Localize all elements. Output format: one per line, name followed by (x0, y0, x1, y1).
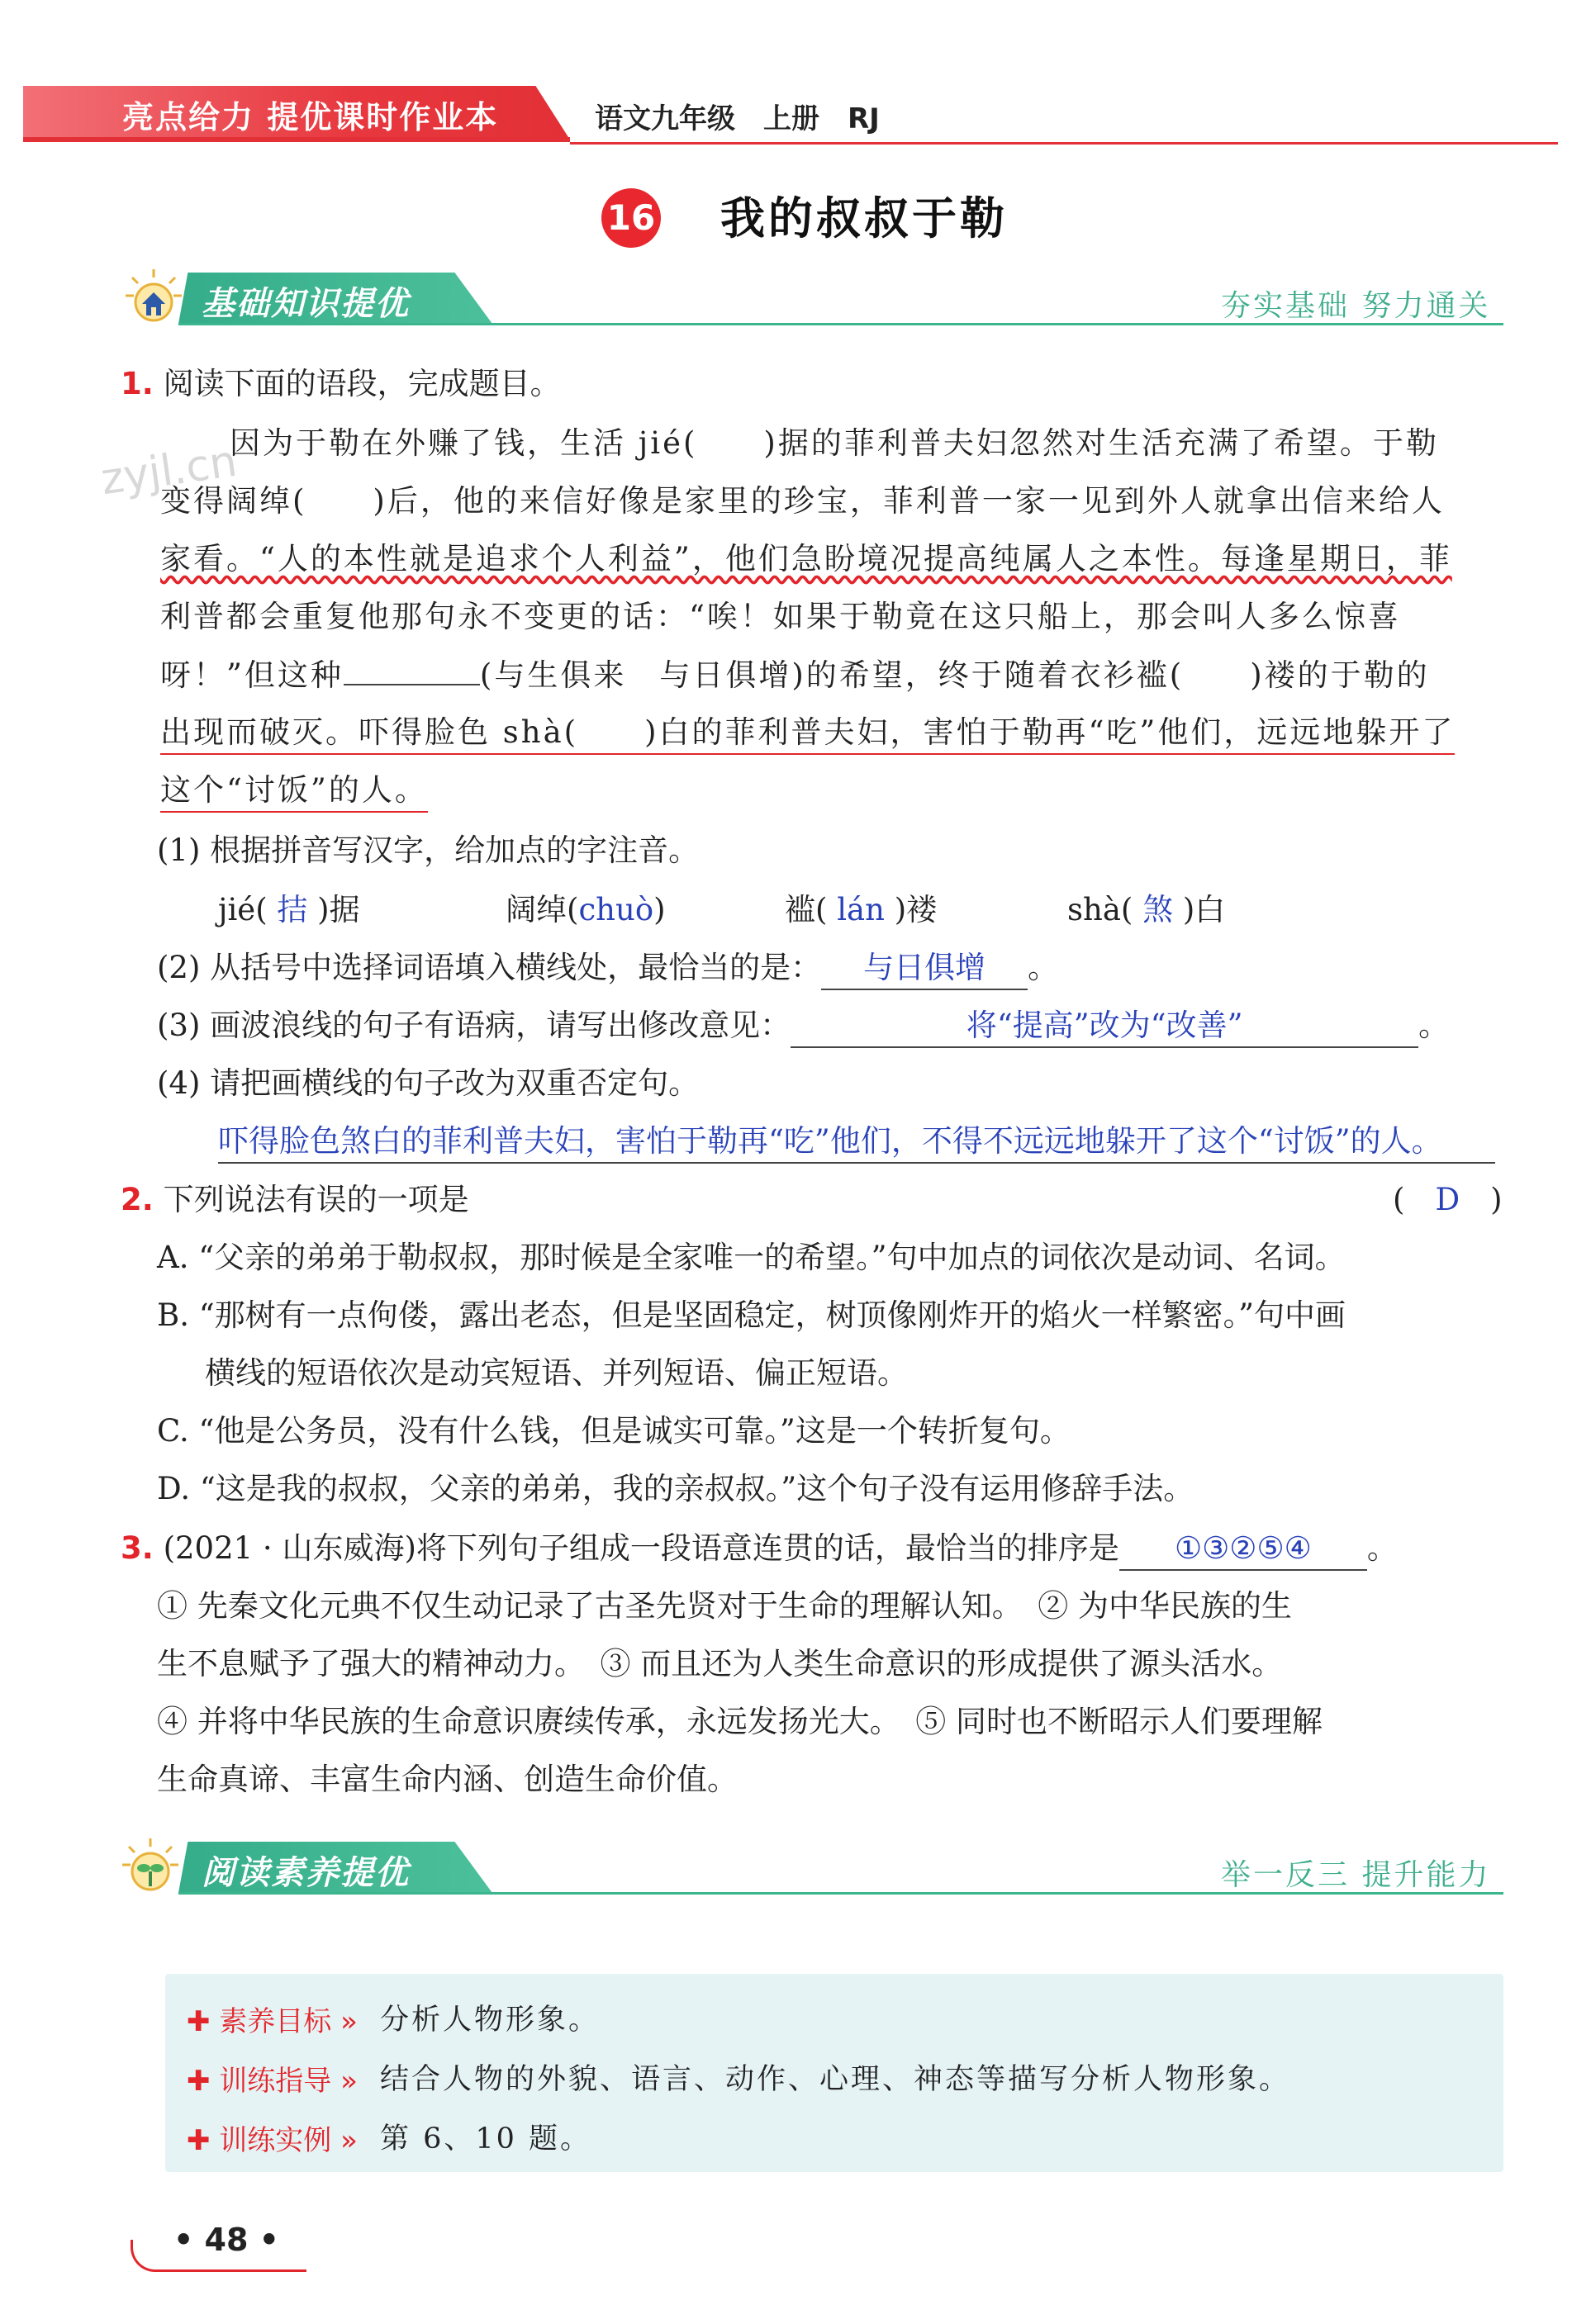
q3-sentences-line-3: ④ 并将中华民族的生命意识赓续传承，永远发扬光大。 ⑤ 同时也不断昭示人们要理解 (157, 1704, 1323, 1739)
q2-option-c: C. “他是公务员，没有什么钱，但是诚实可靠。”这是一个转折复句。 (157, 1413, 1071, 1449)
lesson-number-badge: 16 (601, 188, 661, 248)
q1-sub3: (3) 画波浪线的句子有语病，请写出修改意见： 将“提高”改为“改善” 。 (157, 1005, 1449, 1048)
q1-passage-line-6: 出现而破灭。吓得脸色 shà( )白的菲利普夫妇，害怕于勒再“吃”他们，远远地躲开了 (160, 712, 1455, 755)
q1-sub1-item-1: jié( 拮 )据 (218, 892, 360, 927)
q1-passage-line-7: 这个“讨饭”的人。 (160, 770, 428, 813)
goal-text-2: 结合人物的外貌、语言、动作、心理、神态等描写分析人物形象。 (380, 2063, 1291, 2096)
q3-sentences-line-4: 生命真谛、丰富生命内涵、创造生命价值。 (157, 1762, 738, 1797)
q1-sub1-item-4: shà( 煞 )白 (1067, 892, 1226, 927)
header-book-info: 语文九年级 上册 RJ (595, 102, 880, 135)
goal-text-3: 第 6、10 题。 (380, 2122, 592, 2156)
q1-passage-line-5b: (与生俱来 与日俱增)的希望，终于随着衣衫褴( )褛的于勒的 (479, 657, 1430, 693)
watermark: zyjl.cn (97, 436, 240, 505)
header-rule (570, 142, 1558, 145)
q1-fill-blank (344, 654, 480, 685)
q1-sub2-answer: 与日俱增 (821, 947, 1028, 990)
q1-sub1-answer-2: chuò (578, 892, 654, 927)
q1-sub3-answer: 将“提高”改为“改善” (791, 1005, 1418, 1048)
q1-number: 1. (121, 366, 154, 401)
goal-label-1: ✚ 素养目标 » (187, 2005, 358, 2038)
q3-stem: (2021 · 山东威海)将下列句子组成一段语意连贯的话，最恰当的排序是 (163, 1530, 1119, 1566)
q1-passage-line-3 (160, 538, 1452, 580)
q1-sub1-answer-3: lán (837, 892, 885, 927)
q1-sub4-stem: (4) 请把画横线的句子改为双重否定句。 (157, 1065, 700, 1101)
q1-sub1-item-3: 褴( lán )褛 (785, 892, 938, 927)
section-basic-title: 基础知识提优 (202, 285, 410, 323)
q1-sub1-answer-4: 煞 (1142, 892, 1174, 927)
q1-sub2-stem: (2) 从括号中选择词语填入横线处，最恰当的是： (157, 950, 822, 985)
q1-stem: 阅读下面的语段，完成题目。 (163, 366, 561, 401)
q1-passage-line-2: 变得阔绰( )后，他的来信好像是家里的珍宝，菲利普一家一见到外人就拿出信来给人 (160, 483, 1445, 519)
q1-sub1-stem: (1) 根据拼音写汉字，给加点的字注音。 (157, 832, 700, 868)
q1-sub3-stem: (3) 画波浪线的句子有语病，请写出修改意见： (157, 1008, 791, 1043)
section-basic-slogan: 夯实基础 努力通关 (1221, 289, 1491, 323)
q3-answer: ①③②⑤④ (1119, 1528, 1367, 1571)
q1-passage-line-4: 利普都会重复他那句永不变更的话：“唉！如果于勒竟在这只船上，那会叫人多么惊喜 (160, 599, 1401, 634)
q2-answer-bracket: ( D ) (1393, 1182, 1503, 1217)
q1-sub2: (2) 从括号中选择词语填入横线处，最恰当的是： 与日俱增 。 (157, 947, 1058, 990)
q3-line: 3. (2021 · 山东威海)将下列句子组成一段语意连贯的话，最恰当的排序是 ①③②⑤④ 。 (121, 1528, 1398, 1571)
q1-sub1-answer-1: 拮 (277, 892, 308, 927)
q2-option-b-cont: 横线的短语依次是动宾短语、并列短语、偏正短语。 (205, 1355, 908, 1391)
q1-passage-line-5a: 呀！”但这种 (160, 657, 344, 693)
q2-option-a: A. “父亲的弟弟于勒叔叔，那时候是全家唯一的希望。”句中加点的词依次是动词、名词。 (157, 1240, 1346, 1275)
section-reading-title: 阅读素养提优 (202, 1854, 410, 1892)
header-brand: 亮点给力 提优课时作业本 (122, 99, 499, 135)
lesson-title: 我的叔叔于勒 (720, 192, 1008, 244)
page-number: • 48 • (173, 2222, 279, 2258)
house-bulb-icon (124, 266, 183, 325)
q2-option-d: D. “这是我的叔叔，父亲的弟弟，我的亲叔叔。”这个句子没有运用修辞手法。 (157, 1471, 1194, 1506)
q1-wavy-sentence: 家看。“人的本性就是追求个人利益”，他们急盼境况提高纯属人之本性。每逢星期日，菲 (160, 541, 1452, 576)
goal-text-1: 分析人物形象。 (380, 2004, 601, 2037)
q1-sub1-item-2: 阔绰(chuò) (506, 892, 666, 927)
header-underline (23, 137, 570, 142)
q1-passage-line-5 (160, 654, 1430, 696)
q3-sentences-line-1: ① 先秦文化元典不仅生动记录了古圣先贤对于生命的理解认知。 ② 为中华民族的生 (157, 1588, 1293, 1624)
q2-option-b: B. “那树有一点佝偻，露出老态，但是坚固稳定，树顶像刚炸开的焰火一样繁密。”句中画 (157, 1297, 1346, 1333)
q1-sub4-answer: 吓得脸色煞白的菲利普夫妇，害怕于勒再“吃”他们，不得不远远地躲开了这个“讨饭”的人。 (218, 1121, 1495, 1164)
section-reading-slogan: 举一反三 提升能力 (1221, 1858, 1491, 1892)
q2-number: 2. (121, 1182, 154, 1217)
tree-bulb-icon (121, 1835, 180, 1895)
q1-line (121, 363, 561, 405)
q2-line (121, 1179, 469, 1221)
q1-passage-line-1: 因为于勒在外赚了钱，生活 jié( )据的菲利普夫妇忽然对生活充满了希望。于勒 (230, 425, 1439, 461)
q2-answer: D (1435, 1182, 1460, 1217)
q3-sentences-line-2: 生不息赋予了强大的精神动力。 ③ 而且还为人类生命意识的形成提供了源头活水。 (157, 1646, 1283, 1681)
q2-stem: 下列说法有误的一项是 (163, 1182, 469, 1217)
q3-number: 3. (121, 1530, 154, 1566)
goal-label-2: ✚ 训练指导 » (187, 2065, 358, 2098)
goal-label-3: ✚ 训练实例 » (187, 2124, 358, 2157)
